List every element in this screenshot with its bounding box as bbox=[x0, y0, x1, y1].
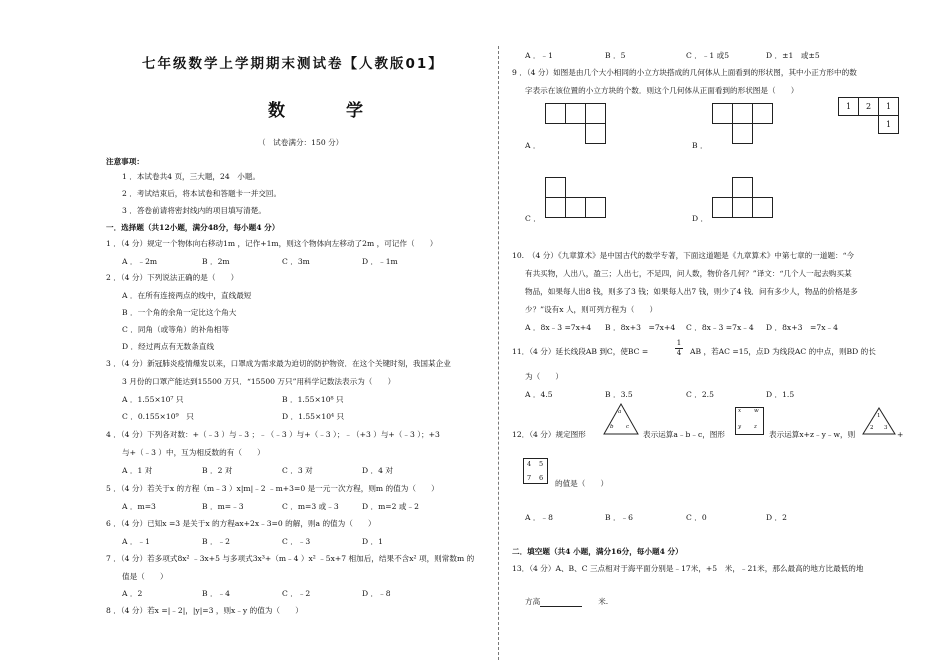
top-view-cell: 1 bbox=[878, 97, 899, 116]
q1-stem: 1 ．（4 分）规定一个物体向右移动1m ，记作+1m，则这个物体向左移动了2m ，可记作（ ） bbox=[106, 239, 438, 248]
sq1-x: x bbox=[738, 408, 742, 414]
q3-option-b: B ．1.55×10⁸ 只 bbox=[282, 395, 344, 404]
q11-stem-part2: AB ，若AC =15，点D 为线段AC 的中点，则BD 的长 bbox=[690, 347, 876, 356]
sq2-tl: 4 bbox=[527, 460, 532, 468]
q13-answer-blank[interactable] bbox=[540, 599, 582, 607]
q3-stem-line1: 3 ．（4 分）新冠肺炎疫情爆发以来，口罩成为需求最为迫切的防护物资．在这个关键时刻，我国某企业 bbox=[106, 359, 451, 368]
q10-stem-line2: 有共买物，人出八，盈三；人出七，不足四，问人数，物价各几何？”译文：“几个人一起去购买某 bbox=[525, 269, 852, 278]
q2-option-b: B ．一个角的余角一定比这个角大 bbox=[122, 308, 237, 317]
q7-option-c: C ．﹣2 bbox=[282, 589, 311, 598]
q7-stem-line2: 值是（ ） bbox=[122, 572, 168, 581]
q1-option-c: C ．3m bbox=[282, 257, 310, 266]
tri2-top: 1 bbox=[877, 413, 881, 419]
subject-title: 数 学 bbox=[268, 101, 385, 121]
q13-stem-line2 bbox=[525, 596, 608, 607]
notice-item-2: 2 ．考试结束后，将本试卷和答题卡一并交回。 bbox=[122, 189, 282, 198]
sq1-z: z bbox=[754, 424, 757, 430]
q10-option-b: B ．8x+3 =7x+4 bbox=[605, 323, 676, 332]
q12-plus: + bbox=[897, 430, 904, 439]
q10-option-d: D ．8x+3 =7x﹣4 bbox=[766, 323, 838, 332]
q6-option-a: A ．﹣1 bbox=[122, 537, 150, 546]
q1-option-d: D ．﹣1m bbox=[362, 257, 398, 266]
tri1-a: a bbox=[618, 409, 622, 415]
q6-option-d: D ．1 bbox=[362, 537, 383, 546]
q13-stem-part1: 方高 bbox=[525, 597, 541, 606]
q12-stem-part4: 的值是（ ） bbox=[555, 479, 609, 488]
q12-triangle-figure bbox=[603, 403, 639, 435]
q8-option-a: A ．﹣1 bbox=[525, 51, 553, 60]
fraction-numerator: 1 bbox=[676, 339, 682, 347]
q8-option-c: C ．﹣1 或5 bbox=[686, 51, 730, 60]
tri2-right: 3 bbox=[884, 425, 888, 431]
q11-option-a: A ．4.5 bbox=[525, 390, 553, 399]
tri1-b: b bbox=[610, 424, 614, 430]
q3-stem-line2: 3 月份的口罩产能达到15500 万只．“15500 万只”用科学记数法表示为（ ） bbox=[122, 377, 396, 386]
q12-stem-part3: 表示运算x+z﹣y﹣w，则 bbox=[769, 430, 856, 439]
q3-option-d: D ．1.55×10⁴ 只 bbox=[282, 412, 345, 421]
sq1-w: w bbox=[754, 408, 759, 414]
tri2-left: 2 bbox=[870, 425, 874, 431]
q11-stem-line2: 为（ ） bbox=[525, 372, 563, 381]
q2-option-c: C ．同角（或等角）的补角相等 bbox=[122, 325, 229, 334]
q5-option-c: C ．m=3 或﹣3 bbox=[282, 502, 339, 511]
q11-stem-part1: 11．（4 分）延长线段AB 到C，使BC = bbox=[512, 347, 649, 356]
q12-stem-part2: 表示运算a﹣b﹣c，图形 bbox=[643, 430, 725, 439]
q6-stem: 6 ．（4 分）已知x =3 是关于x 的方程ax+2x﹣3=0 的解，则a 的值为（ ） bbox=[106, 519, 376, 528]
q12-option-d: D ．2 bbox=[766, 513, 787, 522]
q11-option-d: D ．1.5 bbox=[766, 390, 795, 399]
tri1-c: c bbox=[626, 424, 630, 430]
q4-option-c: C ．3 对 bbox=[282, 466, 313, 475]
q8-option-b: B ．5 bbox=[605, 51, 626, 60]
notice-item-3: 3 ．答卷前请将密封线内的项目填写清楚。 bbox=[122, 206, 266, 215]
notice-heading: 注意事项： bbox=[106, 157, 144, 166]
top-view-cell: 1 bbox=[878, 115, 899, 134]
q9-option-c: C ． bbox=[525, 214, 541, 223]
top-view-cell: 1 bbox=[838, 97, 859, 116]
q9-option-b: B ． bbox=[692, 141, 708, 150]
q13-stem-part2: 米. bbox=[598, 597, 609, 606]
q10-option-a: A ．8x﹣3 =7x+4 bbox=[525, 323, 592, 332]
sq2-tr: 5 bbox=[539, 460, 544, 468]
sq2-br: 6 bbox=[539, 474, 544, 482]
q6-option-c: C ．﹣3 bbox=[282, 537, 311, 546]
q10-option-c: C ．8x﹣3 =7x﹣4 bbox=[686, 323, 754, 332]
q7-option-d: D ．﹣8 bbox=[362, 589, 391, 598]
q10-stem-line1: 10. （4 分）《九章算术》是中国古代的数学专著，下面这道题是《九章算术》中第七章的一道题：“今 bbox=[512, 251, 855, 260]
q12-option-b: B ．﹣6 bbox=[605, 513, 634, 522]
score-note: （ 试卷满分：150 分） bbox=[258, 138, 344, 147]
exam-title: 七年级数学上学期期末测试卷【人教版01】 bbox=[142, 56, 444, 72]
q8-option-d: D ．±1 或±5 bbox=[766, 51, 820, 60]
q11-fraction bbox=[675, 339, 683, 358]
q12-triangle-numbers bbox=[862, 407, 896, 435]
q7-option-b: B ．﹣4 bbox=[202, 589, 231, 598]
q10-stem-line3: 物品，如果每人出8 钱，则多了3 钱；如果每人出7 钱，则少了4 钱．问有多少人，物品的价格是多 bbox=[525, 287, 858, 296]
q7-option-a: A ．2 bbox=[122, 589, 143, 598]
q12-option-c: C ．0 bbox=[686, 513, 707, 522]
q3-option-c: C ．0.155×10⁹ 只 bbox=[122, 412, 194, 421]
q4-stem-line2: 与+（﹣3 ）中，互为相反数的有（ ） bbox=[122, 448, 265, 457]
notice-item-1: 1 ．本试卷共4 页，三大题，24 小题。 bbox=[122, 172, 261, 181]
q12-option-a: A ．﹣8 bbox=[525, 513, 553, 522]
q4-option-a: A ．1 对 bbox=[122, 466, 153, 475]
q5-option-b: B ．m=﹣3 bbox=[202, 502, 244, 511]
sq1-y: y bbox=[738, 424, 742, 430]
q1-option-a: A ．﹣2m bbox=[122, 257, 158, 266]
q2-option-a: A ．在所有连接两点的线中，直线最短 bbox=[122, 291, 252, 300]
q4-stem-line1: 4 ．（4 分）下列各对数：+（﹣3 ）与﹣3 ；﹣（﹣3 ）与+（﹣3 ）；﹣（+3 ）与+（﹣3 ）；+3 bbox=[106, 430, 440, 439]
q9-option-d: D ． bbox=[692, 214, 709, 223]
q1-option-b: B ．2m bbox=[202, 257, 230, 266]
q9-stem-line2: 字表示在该位置的小立方块的个数．则这个几何体从正面看到的形状图是（ ） bbox=[525, 86, 799, 95]
q4-option-b: B ．2 对 bbox=[202, 466, 233, 475]
q8-stem: 8 ．（4 分）若x =|﹣2|，|y|=3 ，则x﹣y 的值为（ ） bbox=[106, 606, 303, 615]
q6-option-b: B ．﹣2 bbox=[202, 537, 231, 546]
section-2-heading: 二．填空题（共4 小题，满分16分，每小题4 分） bbox=[512, 547, 683, 556]
fraction-denominator: 4 bbox=[676, 349, 682, 357]
q2-stem: 2 ．（4 分）下列说法正确的是（ ） bbox=[106, 273, 239, 282]
column-divider bbox=[498, 46, 499, 660]
q4-option-d: D ．4 对 bbox=[362, 466, 393, 475]
q5-stem: 5 ．（4 分）若关于x 的方程（m﹣3 ）x|m|﹣2 ﹣m+3=0 是一元一次方程，则m 的值为（ ） bbox=[106, 484, 439, 493]
q10-stem-line4: 少？”设有x 人，则可列方程为（ ） bbox=[525, 305, 658, 314]
q7-stem-line1: 7 ．（4 分）若多项式8x² ﹣3x+5 与多项式3x³+（m﹣4 ）x² ﹣5x+7 相加后，结果不含x² 项，则常数m 的 bbox=[106, 554, 475, 563]
q3-option-a: A ．1.55×10⁷ 只 bbox=[122, 395, 184, 404]
section-1-heading: 一．选择题（共12小题，满分48分，每小题4 分） bbox=[106, 223, 280, 232]
q9-option-a: A ． bbox=[525, 141, 541, 150]
sq2-bl: 7 bbox=[527, 474, 532, 482]
q11-option-c: C ．2.5 bbox=[686, 390, 714, 399]
q13-stem: 13．（4 分）A、B、C 三点相对于海平面分别是﹣17米，+5 米，﹣21米，那么最高的地方比最低的地 bbox=[512, 564, 864, 573]
q2-option-d: D ．经过两点有无数条直线 bbox=[122, 342, 215, 351]
q5-option-a: A ．m=3 bbox=[122, 502, 156, 511]
q9-stem-line1: 9 ．（4 分）如图是由几个大小相同的小立方块搭成的几何体从上面看到的形状图，其中小正方形中的数 bbox=[512, 68, 857, 77]
q5-option-d: D ．m=2 或﹣2 bbox=[362, 502, 419, 511]
q12-stem-part1: 12．（4 分）规定图形 bbox=[512, 430, 586, 439]
q11-option-b: B ．3.5 bbox=[605, 390, 633, 399]
top-view-cell: 2 bbox=[858, 97, 879, 116]
